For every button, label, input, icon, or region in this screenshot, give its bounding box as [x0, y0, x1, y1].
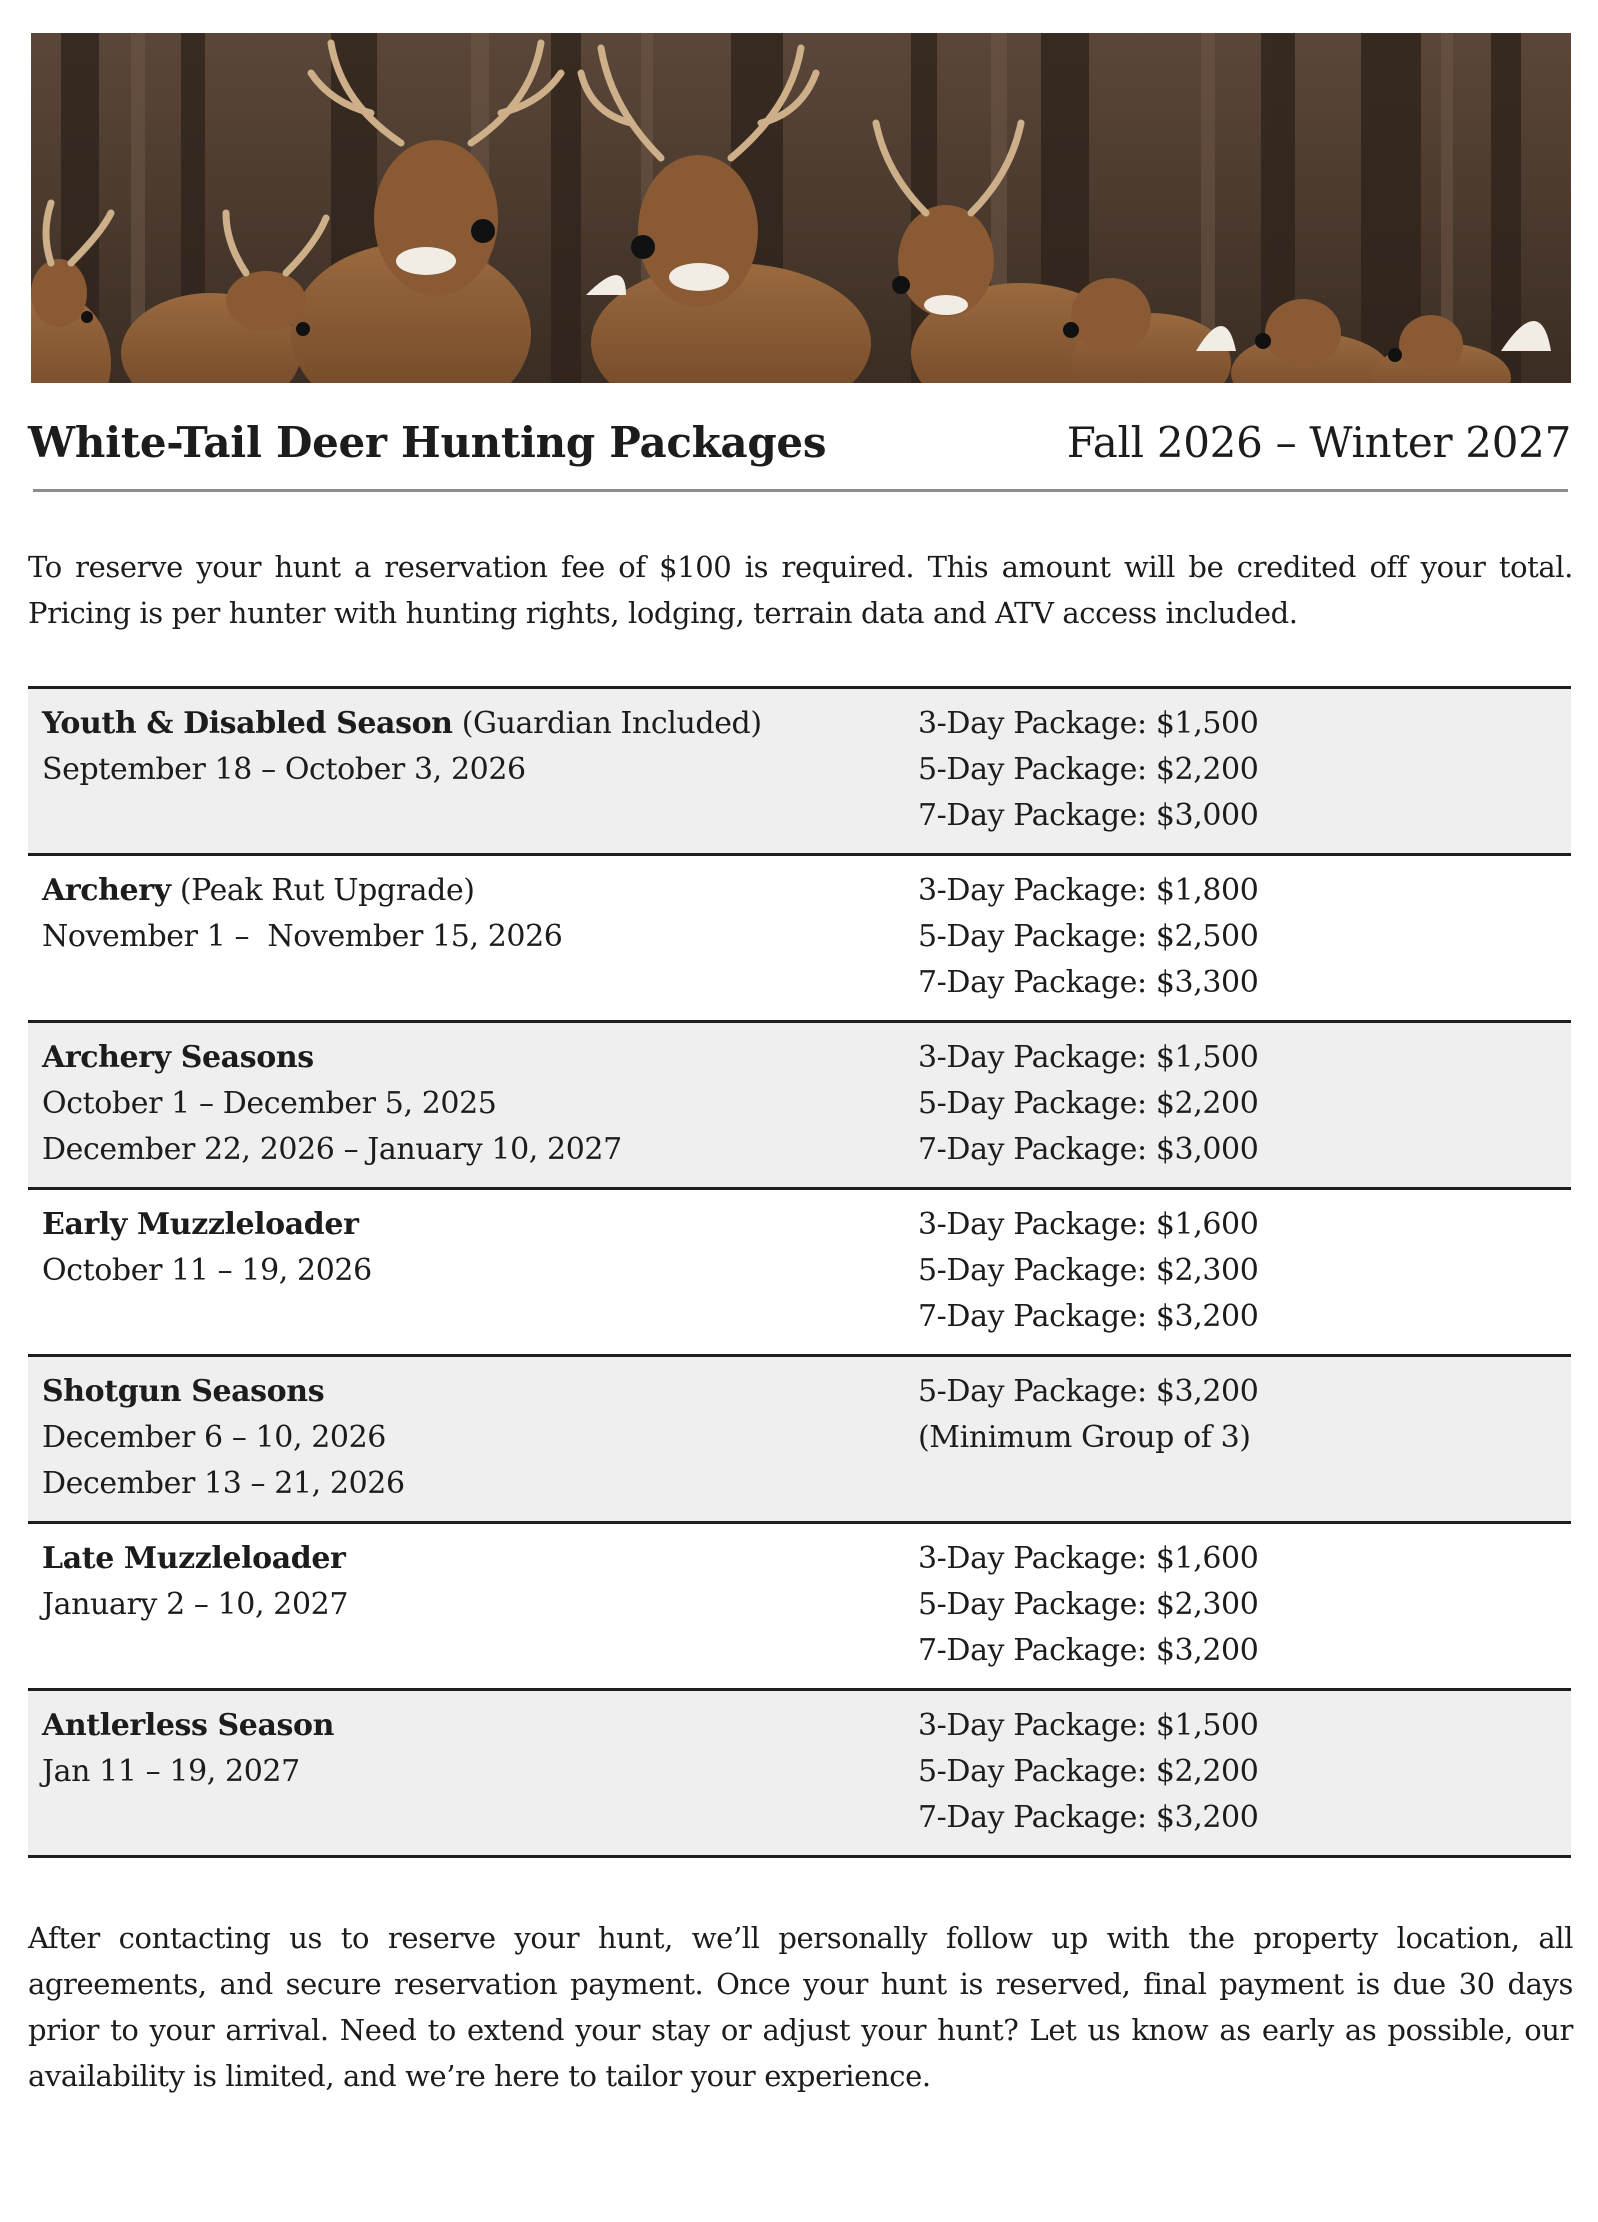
season-dates: December 22, 2026 – January 10, 2027	[42, 1132, 622, 1167]
season-info	[42, 1703, 334, 1795]
package-price: 7-Day Package: $3,000	[918, 798, 1259, 833]
package-price: 5-Day Package: $2,300	[918, 1253, 1259, 1288]
season-info	[42, 1369, 405, 1507]
package-price: 3-Day Package: $1,500	[918, 706, 1259, 741]
package-price: 5-Day Package: $2,300	[918, 1587, 1259, 1622]
title-row	[28, 418, 1571, 480]
package-price: 5-Day Package: $3,200	[918, 1374, 1259, 1409]
closing-paragraph: After contacting us to reserve your hunt, we’ll personally follow up with the property location, all agreements, and secure reservation payment. Once your hunt is reserved, final payment is due 30 days prior to your arrival. Need to extend your stay or adjust your hunt? Let us know as early as possible, our availability is limited, and we’re here to tailor your experience.	[28, 1921, 1573, 2093]
deer-banner-image	[31, 33, 1571, 383]
package-price: 7-Day Package: $3,200	[918, 1633, 1259, 1668]
season-name: Antlerless Season	[42, 1708, 335, 1743]
page-title: White-Tail Deer Hunting Packages	[28, 418, 827, 467]
table-row	[28, 1691, 1571, 1858]
table-row	[28, 856, 1571, 1023]
season-range-subtitle: Fall 2026 – Winter 2027	[1066, 418, 1571, 467]
table-row	[28, 1357, 1571, 1524]
package-price: 5-Day Package: $2,500	[918, 919, 1259, 954]
table-row	[28, 1524, 1571, 1691]
package-price: 5-Day Package: $2,200	[918, 752, 1259, 787]
season-dates: October 1 – December 5, 2025	[42, 1086, 497, 1121]
package-price: 7-Day Package: $3,200	[918, 1299, 1259, 1334]
season-pricing-table	[28, 686, 1571, 1858]
season-name: Shotgun Seasons	[42, 1374, 325, 1409]
season-note: (Guardian Included)	[452, 706, 762, 741]
season-dates: November 1 – November 15, 2026	[42, 919, 563, 954]
package-price: 7-Day Package: $3,300	[918, 965, 1259, 1000]
season-name: Late Muzzleloader	[42, 1541, 346, 1576]
season-name: Youth & Disabled Season	[42, 706, 453, 741]
season-name: Early Muzzleloader	[42, 1207, 359, 1242]
package-price: 5-Day Package: $2,200	[918, 1754, 1259, 1789]
package-note: (Minimum Group of 3)	[918, 1420, 1251, 1455]
season-dates: October 11 – 19, 2026	[42, 1253, 372, 1288]
package-price: 3-Day Package: $1,500	[918, 1040, 1259, 1075]
season-dates: September 18 – October 3, 2026	[42, 752, 526, 787]
package-price: 5-Day Package: $2,200	[918, 1086, 1259, 1121]
package-prices	[918, 868, 1258, 1006]
season-info	[42, 1202, 372, 1294]
package-prices	[918, 701, 1258, 839]
package-price: 3-Day Package: $1,500	[918, 1708, 1259, 1743]
package-prices	[918, 1035, 1258, 1173]
package-price: 3-Day Package: $1,600	[918, 1207, 1259, 1242]
season-info	[42, 1035, 622, 1173]
season-info	[42, 868, 562, 960]
table-row	[28, 1023, 1571, 1190]
intro-paragraph: To reserve your hunt a reservation fee of $100 is required. This amount will be credited off your total. Pricing is per hunter with hunting rights, lodging, terrain data and ATV access included.	[28, 550, 1573, 630]
season-dates: January 2 – 10, 2027	[42, 1587, 349, 1622]
season-note: (Peak Rut Upgrade)	[170, 873, 475, 908]
package-prices	[918, 1536, 1258, 1674]
package-prices	[918, 1369, 1258, 1461]
season-info	[42, 1536, 348, 1628]
package-prices	[918, 1703, 1258, 1841]
season-info	[42, 701, 762, 793]
package-price: 3-Day Package: $1,800	[918, 873, 1259, 908]
table-row	[28, 689, 1571, 856]
title-divider	[33, 489, 1568, 492]
package-price: 7-Day Package: $3,200	[918, 1800, 1259, 1835]
season-dates: Jan 11 – 19, 2027	[42, 1754, 300, 1789]
package-price: 3-Day Package: $1,600	[918, 1541, 1259, 1576]
package-price: 7-Day Package: $3,000	[918, 1132, 1259, 1167]
season-name: Archery	[42, 873, 171, 908]
season-dates: December 6 – 10, 2026	[42, 1420, 386, 1455]
season-name: Archery Seasons	[42, 1040, 314, 1075]
season-dates: December 13 – 21, 2026	[42, 1466, 405, 1501]
table-row	[28, 1190, 1571, 1357]
package-prices	[918, 1202, 1258, 1340]
